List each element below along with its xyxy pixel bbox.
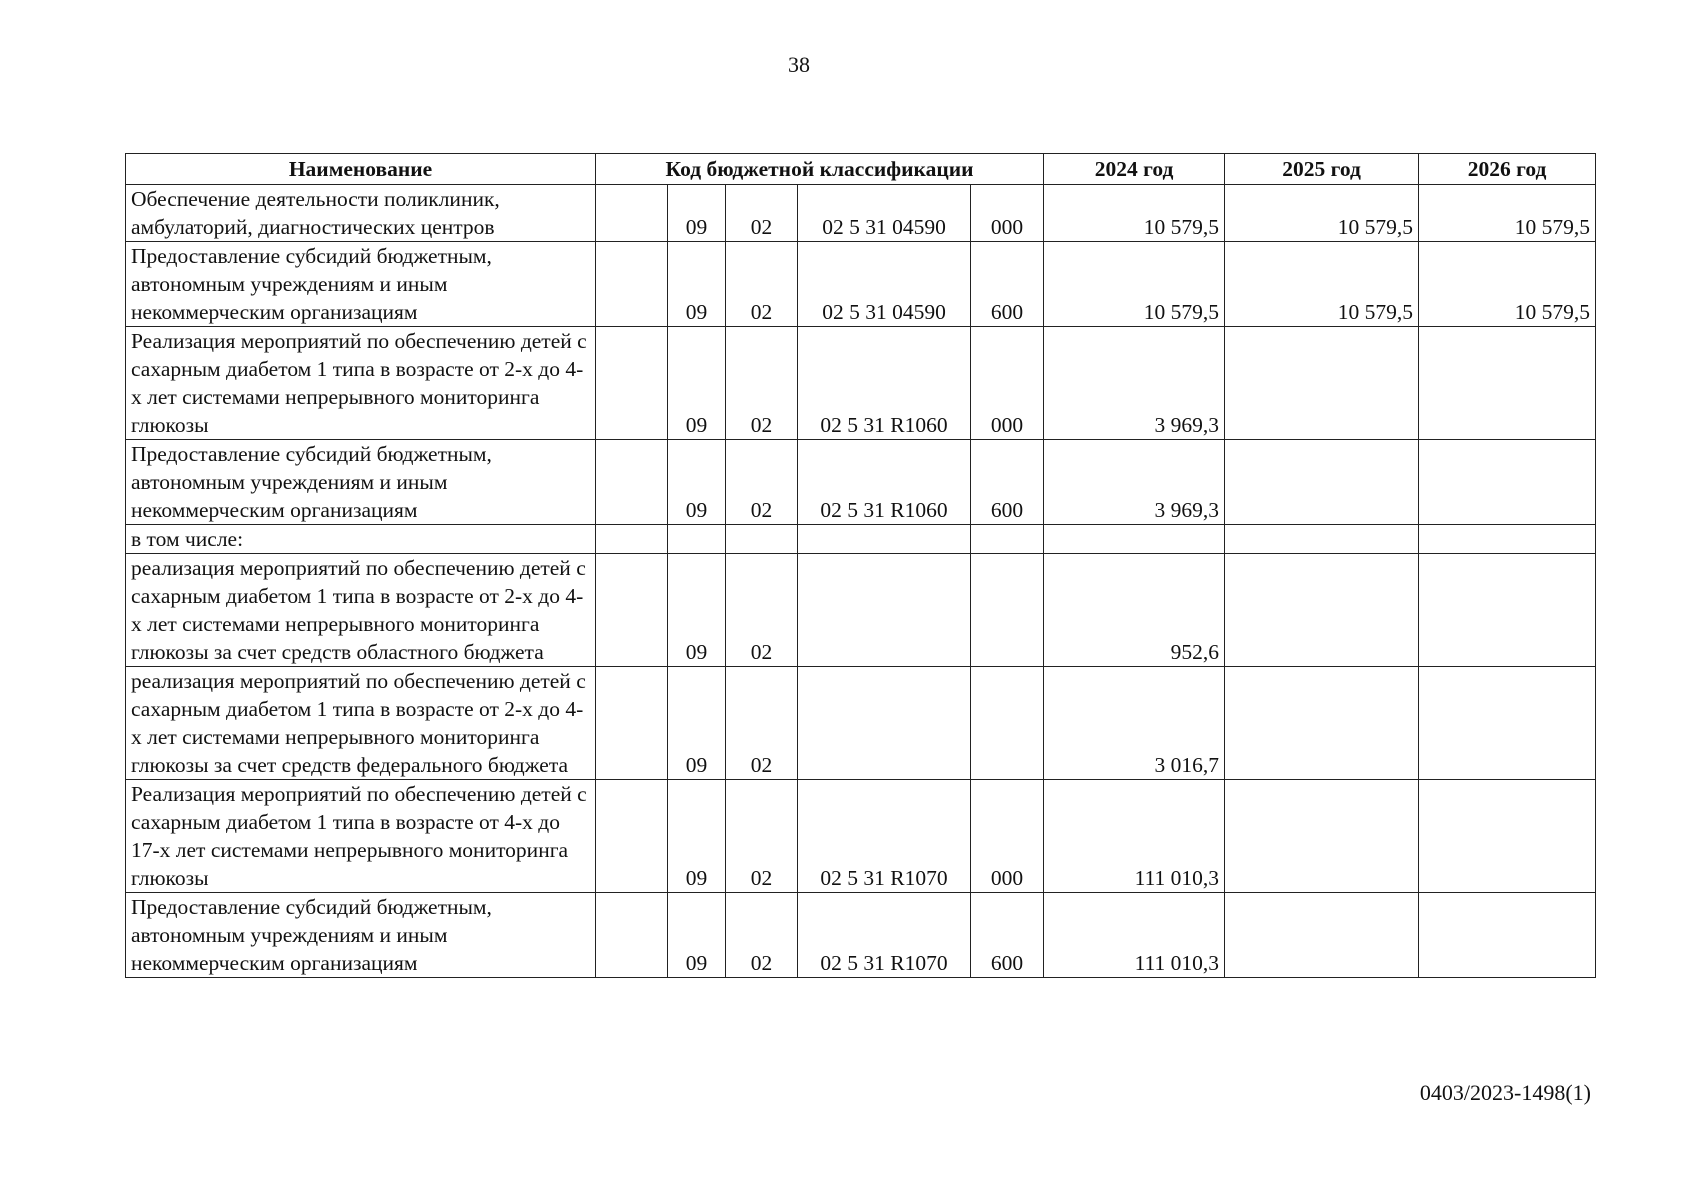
table-row xyxy=(126,242,1596,327)
row-code-section: 09 xyxy=(668,893,726,978)
row-code-1 xyxy=(596,893,668,978)
row-code-subsection: 02 xyxy=(726,327,798,440)
row-name: Предоставление субсидий бюджетным, автономным учреждениям и иным некоммерческим организациям xyxy=(126,440,596,525)
budget-table xyxy=(125,153,1596,978)
row-value-2025: 10 579,5 xyxy=(1225,185,1419,242)
header-2024: 2024 год xyxy=(1044,154,1225,185)
row-code-subsection: 02 xyxy=(726,667,798,780)
row-code-subsection: 02 xyxy=(726,242,798,327)
page-number xyxy=(0,52,1697,78)
row-value-2024: 10 579,5 xyxy=(1044,185,1225,242)
row-value-2026: 10 579,5 xyxy=(1419,185,1596,242)
row-code-section: 09 xyxy=(668,185,726,242)
row-name: Обеспечение деятельности поликлиник, амбулаторий, диагностических центров xyxy=(126,185,596,242)
row-value-2025 xyxy=(1225,667,1419,780)
row-code-type: 600 xyxy=(971,242,1044,327)
row-name: Предоставление субсидий бюджетным, автономным учреждениям и иным некоммерческим организациям xyxy=(126,893,596,978)
row-value-2026 xyxy=(1419,667,1596,780)
row-code-type: 600 xyxy=(971,893,1044,978)
row-code-subsection: 02 xyxy=(726,780,798,893)
row-value-2025: 10 579,5 xyxy=(1225,242,1419,327)
row-code-1 xyxy=(596,327,668,440)
row-value-2026 xyxy=(1419,327,1596,440)
row-code-target: 02 5 31 R1060 xyxy=(798,440,971,525)
row-code-type xyxy=(971,667,1044,780)
row-value-2025 xyxy=(1225,780,1419,893)
row-code-type: 600 xyxy=(971,440,1044,525)
table-row xyxy=(126,525,1596,554)
header-name: Наименование xyxy=(126,154,596,185)
row-code-1 xyxy=(596,780,668,893)
row-name: Реализация мероприятий по обеспечению детей с сахарным диабетом 1 типа в возрасте от 4-х до 17-х лет системами непрерывного мониторинга глюкозы xyxy=(126,780,596,893)
row-value-2026 xyxy=(1419,780,1596,893)
row-code-1 xyxy=(596,667,668,780)
row-value-2026: 10 579,5 xyxy=(1419,242,1596,327)
table-row xyxy=(126,440,1596,525)
row-value-2024: 111 010,3 xyxy=(1044,893,1225,978)
row-code-target xyxy=(798,525,971,554)
document-code: 0403/2023-1498(1) xyxy=(1419,1080,1591,1105)
row-code-section: 09 xyxy=(668,440,726,525)
row-code-1 xyxy=(596,242,668,327)
table-row xyxy=(126,327,1596,440)
row-value-2025 xyxy=(1225,554,1419,667)
row-value-2024: 10 579,5 xyxy=(1044,242,1225,327)
row-value-2026 xyxy=(1419,893,1596,978)
table-header-row xyxy=(126,154,1596,185)
row-code-target: 02 5 31 04590 xyxy=(798,242,971,327)
row-code-type xyxy=(971,554,1044,667)
row-code-1 xyxy=(596,554,668,667)
table-row xyxy=(126,667,1596,780)
row-code-subsection xyxy=(726,525,798,554)
row-code-target: 02 5 31 R1070 xyxy=(798,780,971,893)
row-code-target: 02 5 31 R1070 xyxy=(798,893,971,978)
page-number-text: 38 xyxy=(788,52,810,77)
row-code-subsection: 02 xyxy=(726,554,798,667)
row-value-2025 xyxy=(1225,440,1419,525)
row-value-2025 xyxy=(1225,327,1419,440)
row-value-2025 xyxy=(1225,893,1419,978)
table-row xyxy=(126,780,1596,893)
row-value-2024: 952,6 xyxy=(1044,554,1225,667)
row-value-2024: 3 969,3 xyxy=(1044,440,1225,525)
row-value-2024 xyxy=(1044,525,1225,554)
row-code-subsection: 02 xyxy=(726,185,798,242)
row-code-section: 09 xyxy=(668,327,726,440)
row-code-type: 000 xyxy=(971,780,1044,893)
row-value-2024: 3 969,3 xyxy=(1044,327,1225,440)
row-code-section: 09 xyxy=(668,554,726,667)
row-code-section: 09 xyxy=(668,667,726,780)
row-value-2024: 111 010,3 xyxy=(1044,780,1225,893)
row-code-target xyxy=(798,554,971,667)
row-name: в том числе: xyxy=(126,525,596,554)
row-code-1 xyxy=(596,185,668,242)
table-row xyxy=(126,185,1596,242)
row-code-type: 000 xyxy=(971,185,1044,242)
row-value-2026 xyxy=(1419,440,1596,525)
row-value-2026 xyxy=(1419,554,1596,667)
row-code-type: 000 xyxy=(971,327,1044,440)
row-code-section: 09 xyxy=(668,780,726,893)
row-code-section: 09 xyxy=(668,242,726,327)
row-value-2026 xyxy=(1419,525,1596,554)
row-code-target: 02 5 31 04590 xyxy=(798,185,971,242)
table-row xyxy=(126,893,1596,978)
row-code-1 xyxy=(596,440,668,525)
row-name: реализация мероприятий по обеспечению детей с сахарным диабетом 1 типа в возрасте от 2-х до 4-х лет системами непрерывного мониторинга глюкозы за счет средств федерального бюджета xyxy=(126,667,596,780)
table-row xyxy=(126,554,1596,667)
row-code-section xyxy=(668,525,726,554)
header-2026: 2026 год xyxy=(1419,154,1596,185)
row-code-target: 02 5 31 R1060 xyxy=(798,327,971,440)
row-code-1 xyxy=(596,525,668,554)
row-code-type xyxy=(971,525,1044,554)
row-name: реализация мероприятий по обеспечению детей с сахарным диабетом 1 типа в возрасте от 2-х до 4-х лет системами непрерывного мониторинга глюкозы за счет средств областного бюджета xyxy=(126,554,596,667)
row-value-2025 xyxy=(1225,525,1419,554)
row-code-target xyxy=(798,667,971,780)
row-name: Реализация мероприятий по обеспечению детей с сахарным диабетом 1 типа в возрасте от 2-х до 4-х лет системами непрерывного мониторинга глюкозы xyxy=(126,327,596,440)
header-2025: 2025 год xyxy=(1225,154,1419,185)
row-value-2024: 3 016,7 xyxy=(1044,667,1225,780)
row-code-subsection: 02 xyxy=(726,440,798,525)
row-name: Предоставление субсидий бюджетным, автономным учреждениям и иным некоммерческим организациям xyxy=(126,242,596,327)
header-code: Код бюджетной классификации xyxy=(596,154,1044,185)
row-code-subsection: 02 xyxy=(726,893,798,978)
